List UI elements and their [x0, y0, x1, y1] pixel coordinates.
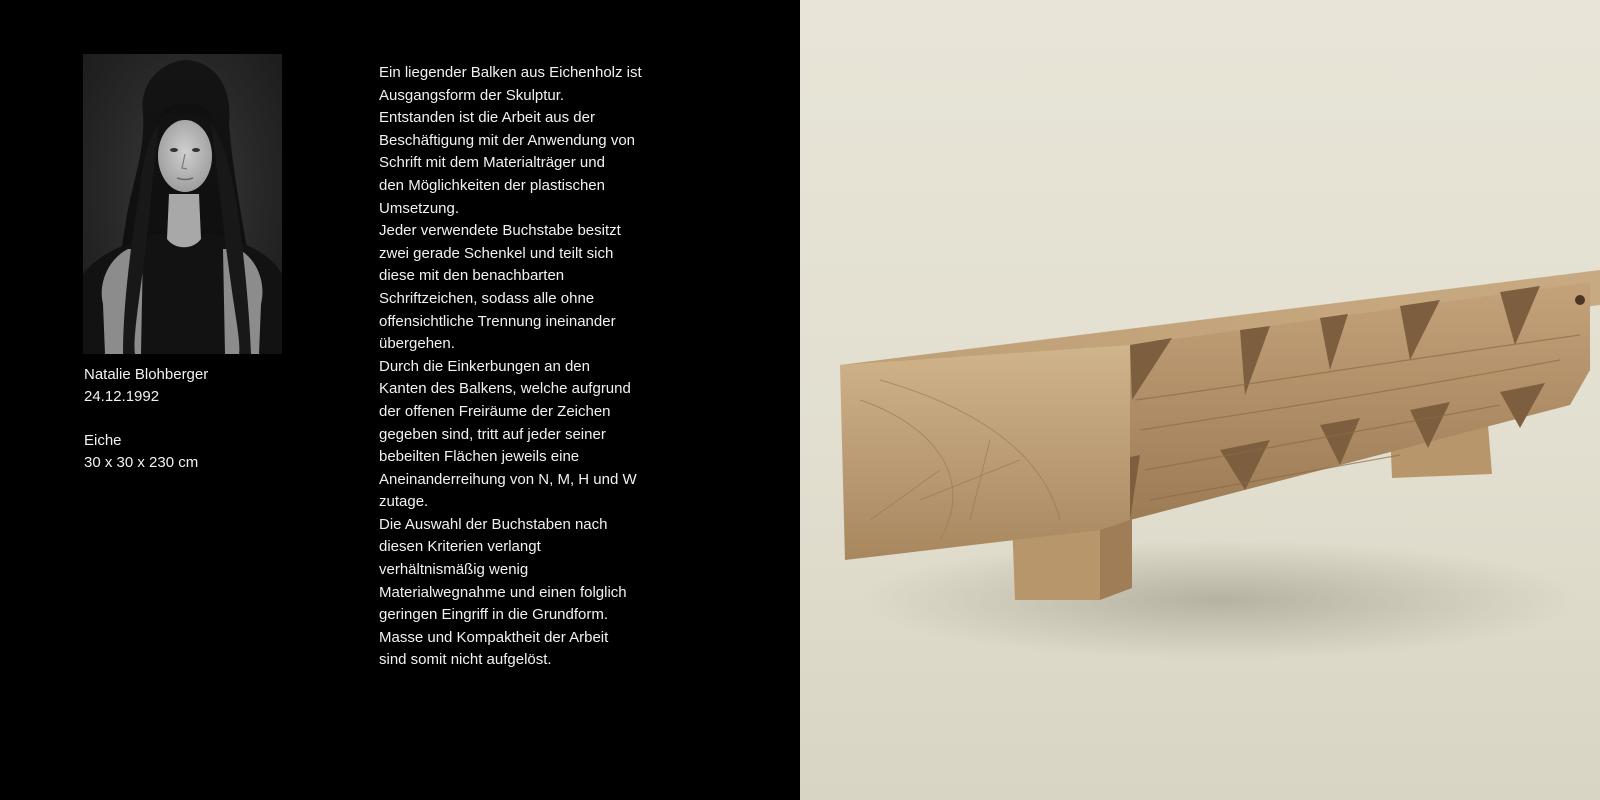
description-line: zwei gerade Schenkel und teilt sich [379, 244, 614, 262]
description-line: geringen Eingriff in die Grundform. [379, 606, 609, 624]
description-line: Durch die Einkerbungen an den [379, 357, 590, 375]
description-line: verhältnismäßig wenig [379, 561, 529, 579]
sculpture-photo [800, 0, 1600, 800]
description-line: übergehen. [379, 335, 455, 353]
description-line: Umsetzung. [379, 199, 460, 217]
description-line: Entstanden ist die Arbeit aus der [379, 109, 595, 127]
description-line: zutage. [379, 493, 429, 511]
artwork-description [379, 62, 679, 672]
description-line: offensichtliche Trennung ineinander [379, 312, 616, 330]
portrait-illustration [83, 54, 282, 354]
description-line: der offenen Freiräume der Zeichen [379, 402, 611, 420]
wood-knot [1575, 295, 1585, 305]
artwork-dimensions: 30 x 30 x 230 cm [84, 454, 199, 471]
artwork-meta [84, 364, 208, 474]
floor-shadow [860, 540, 1580, 660]
description-line: Materialwegnahme und einen folglich [379, 583, 627, 601]
description-line: Schriftzeichen, sodass alle ohne [379, 289, 595, 307]
artist-portrait [83, 54, 282, 354]
artist-name: Natalie Blohberger [84, 366, 209, 383]
meta-spacer [84, 408, 208, 430]
beam-end-face [840, 345, 1130, 560]
description-line: diesen Kriterien verlangt [379, 538, 541, 556]
artwork-material: Eiche [84, 432, 122, 449]
description-line: Ausgangsform der Skulptur. [379, 86, 565, 104]
artist-birthdate: 24.12.1992 [84, 388, 160, 405]
right-page [800, 0, 1600, 800]
description-line: bebeilten Flächen jeweils eine [379, 448, 580, 466]
description-line: Masse und Kompaktheit der Arbeit [379, 628, 609, 646]
description-line: Aneinanderreihung von N, M, H und W [379, 470, 637, 488]
description-line: gegeben sind, tritt auf jeder seiner [379, 425, 606, 443]
description-line: Schrift mit dem Materialträger und [379, 154, 605, 172]
description-line: sind somit nicht aufgelöst. [379, 651, 552, 669]
description-line: Kanten des Balkens, welche aufgrund [379, 380, 631, 398]
description-line: diese mit den benachbarten [379, 267, 565, 285]
description-line: Beschäftigung mit der Anwendung von [379, 131, 636, 149]
description-line: Die Auswahl der Buchstaben nach [379, 515, 608, 533]
description-line: den Möglichkeiten der plastischen [379, 176, 605, 194]
description-line: Ein liegender Balken aus Eichenholz ist [379, 64, 642, 81]
description-line: Jeder verwendete Buchstabe besitzt [379, 222, 621, 240]
